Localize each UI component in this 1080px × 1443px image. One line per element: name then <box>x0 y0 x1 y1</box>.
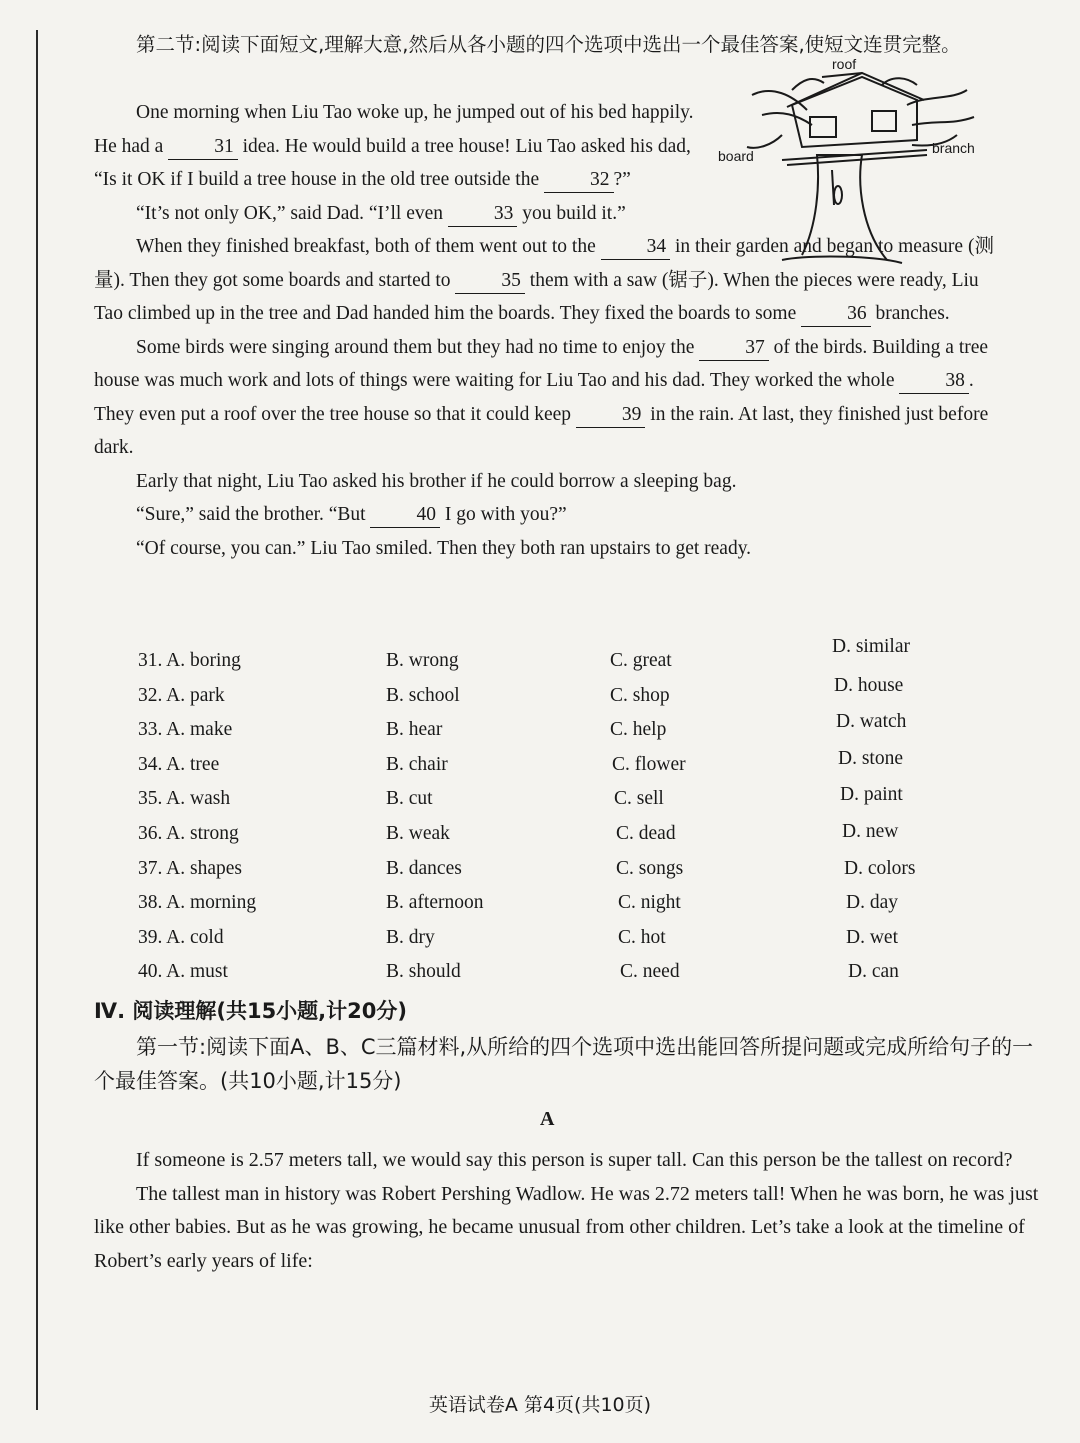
roof-label: roof <box>832 56 857 72</box>
option-c[interactable]: C. great <box>610 650 672 671</box>
section2-title-text: 第二节:阅读下面短文,理解大意,然后从各小题的四个选项中选出一个最佳答案,使短文连贯完整。 <box>136 33 961 56</box>
text: idea. He would build a tree house! Liu Tao asked his dad, “Is it OK if I build a tree house in the old tree outside the <box>94 135 691 190</box>
option-c[interactable]: C. hot <box>618 926 666 948</box>
option-c[interactable]: C. shop <box>610 684 670 706</box>
text: of the birds. Building a tree house was much work and lots of things were waiting for Liu Tao and his dad. They worked the whole <box>94 336 989 391</box>
option-d[interactable]: D. wet <box>846 926 898 948</box>
option-b[interactable]: B. school <box>386 684 460 706</box>
blank-32: 32 <box>544 168 614 193</box>
passage-a-paragraph-1: If someone is 2.57 meters tall, we would say this person is super tall. Can this person be the tallest on record? <box>136 1149 1013 1171</box>
text: “Sure,” said the brother. “But <box>136 504 366 525</box>
option-c[interactable]: C. night <box>618 892 681 914</box>
blank-33: 33 <box>448 202 518 227</box>
part4-instruction-text: 第一节:阅读下面A、B、C三篇材料,从所给的四个选项中选出能回答所提问题或完成所给句子的一个最佳答案。(共10小题,计15分) <box>94 1035 1034 1093</box>
text: ?” <box>613 169 631 190</box>
option-row-40 <box>138 961 938 996</box>
blank-36: 36 <box>801 302 871 327</box>
option-a[interactable]: 39. A. cold <box>138 926 224 948</box>
option-b[interactable]: B. chair <box>386 753 448 775</box>
margin-line <box>36 30 38 1410</box>
text: Some birds were singing around them but they had no time to enjoy the <box>136 336 695 358</box>
option-c[interactable]: C. need <box>620 961 680 983</box>
option-b[interactable]: B. dances <box>386 857 462 879</box>
option-row-37 <box>138 858 938 893</box>
option-b[interactable]: B. afternoon <box>386 892 484 914</box>
paragraph-5: Early that night, Liu Tao asked his brother if he could borrow a sleeping bag. <box>136 470 737 492</box>
option-b[interactable]: B. wrong <box>386 650 459 671</box>
option-c[interactable]: C. dead <box>616 822 676 844</box>
passage-a <box>94 1144 1054 1278</box>
text: you build it.” <box>522 202 626 224</box>
option-d[interactable]: D. similar <box>832 636 910 657</box>
text: in the rain. At last, they finished just before dark. <box>94 403 989 458</box>
blank-31: 31 <box>168 135 238 160</box>
option-a[interactable]: 34. A. tree <box>138 753 220 775</box>
option-d[interactable]: D. colors <box>844 857 916 879</box>
option-row-33 <box>138 711 938 754</box>
option-a[interactable]: 33. A. make <box>138 719 233 741</box>
cloze-passage <box>94 96 999 565</box>
option-c[interactable]: C. sell <box>614 788 664 810</box>
part4-instruction <box>94 1030 1044 1098</box>
option-d[interactable]: D. new <box>842 820 899 842</box>
blank-34: 34 <box>601 235 671 260</box>
option-d[interactable]: D. stone <box>838 747 903 769</box>
blank-40: 40 <box>370 503 440 528</box>
option-c[interactable]: C. songs <box>616 857 684 879</box>
part4-heading: Ⅳ. 阅读理解(共15小题,计20分) <box>94 999 407 1023</box>
option-b[interactable]: B. weak <box>386 822 450 844</box>
text: One morning when Liu Tao woke up, he jumped out of his bed happily. He had a <box>94 102 694 157</box>
option-c[interactable]: C. help <box>610 719 667 741</box>
paragraph-7: “Of course, you can.” Liu Tao smiled. Then they both ran upstairs to get ready. <box>136 537 752 559</box>
passage-a-paragraph-2: The tallest man in history was Robert Pershing Wadlow. He was 2.72 meters tall! When he was born, he was just like other babies. But as he was growing, he became unusual from other children. Let’s take a look at the timeline of Robert’s early years of life: <box>94 1182 1039 1272</box>
option-row-34 <box>138 747 938 789</box>
option-a[interactable]: 32. A. park <box>138 684 225 706</box>
blank-35: 35 <box>455 269 525 294</box>
paragraph-1 <box>94 96 694 197</box>
option-b[interactable]: B. cut <box>386 788 433 810</box>
option-d[interactable]: D. watch <box>836 711 907 733</box>
blank-38: 38 <box>899 369 969 394</box>
board-label: board <box>718 148 754 164</box>
blank-39: 39 <box>576 403 646 428</box>
text: in their garden and began to measure (测量). Then they got some boards and started to <box>94 236 994 291</box>
option-a[interactable]: 31. A. boring <box>138 650 241 671</box>
option-d[interactable]: D. can <box>848 961 899 983</box>
text: them with a saw (锯子). When the pieces were ready, Liu Tao climbed up in the tree and Dad handed him the boards. They fixed the boards to some <box>94 269 979 324</box>
option-row-36 <box>138 820 938 858</box>
text: When they finished breakfast, both of them went out to the <box>136 236 596 257</box>
option-row-39 <box>138 927 938 962</box>
option-b[interactable]: B. should <box>386 961 461 983</box>
blank-37: 37 <box>699 336 769 361</box>
text: “It’s not only OK,” said Dad. “I’ll even <box>136 202 444 224</box>
paragraph-2 <box>94 197 694 231</box>
text: branches. <box>875 303 950 324</box>
option-a[interactable]: 38. A. morning <box>138 892 257 914</box>
option-a[interactable]: 36. A. strong <box>138 822 239 844</box>
option-a[interactable]: 40. A. must <box>138 961 228 983</box>
options-list <box>138 636 938 996</box>
option-b[interactable]: B. hear <box>386 719 443 741</box>
option-row-31 <box>138 636 938 685</box>
text: . They even put a roof over the tree house so that it could keep <box>94 370 974 425</box>
paragraph-3 <box>94 230 999 331</box>
option-a[interactable]: 35. A. wash <box>138 788 231 810</box>
option-row-35 <box>138 784 938 823</box>
option-row-32 <box>138 674 938 720</box>
passage-a-label: A <box>540 1108 555 1130</box>
text: I go with you?” <box>444 504 567 525</box>
page-footer: 英语试卷A 第4页(共10页) <box>428 1394 652 1416</box>
option-row-38 <box>138 892 938 927</box>
paragraph-6 <box>94 498 999 532</box>
option-d[interactable]: D. day <box>846 892 898 914</box>
option-d[interactable]: D. house <box>834 674 904 696</box>
paragraph-4 <box>94 331 999 465</box>
option-d[interactable]: D. paint <box>840 784 903 806</box>
option-c[interactable]: C. flower <box>612 753 686 775</box>
option-a[interactable]: 37. A. shapes <box>138 857 242 879</box>
option-b[interactable]: B. dry <box>386 926 435 948</box>
branch-label: branch <box>932 140 975 156</box>
